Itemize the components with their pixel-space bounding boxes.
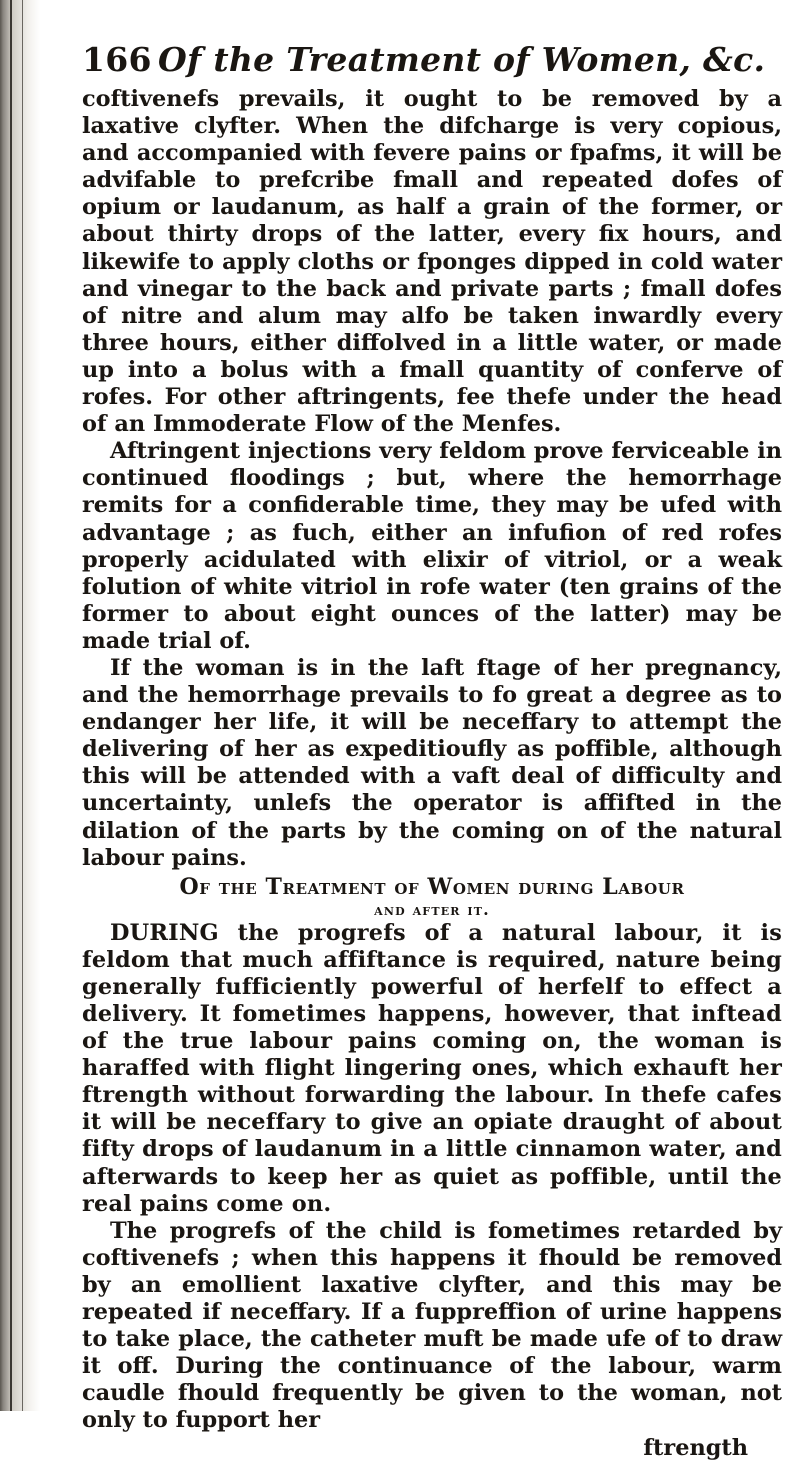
binding-edge-line [10,0,12,1411]
section-heading-subtitle: and after it. [374,899,490,919]
section-heading [82,874,782,920]
running-head [82,40,782,86]
binding-edge-line [22,0,23,1411]
paragraph: coftivenefs prevails, it ought to be removed by a laxative clyfter. When the difcharge is very copious, and accompanied with fevere pains or fpafms, it will be advifable to prefcribe fmall and repeated dofes of opium or laudanum, as half a grain of the former, or about thirty drops of the latter, every fix hours, and likewife to apply cloths or fponges dipped in cold water and vinegar to the back and private parts ; fmall dofes of nitre and alum may alfo be taken inwardly every three hours, either diffolved in a little water, or made up into a bolus with a fmall quantity of conferve of rofes. For other aftringents, fee thefe under the head of an Immoderate Flow of the Menfes. [82,86,782,438]
running-head-title: Of the Treatment of Women, &c. [158,40,766,79]
paragraph: DURING the progrefs of a natural labour, it is feldom that much affiftance is required, nature being generally fufficiently powerful of herfelf to effect a delivery. It fometimes happens, however, that inftead of the true labour pains coming on, the woman is haraffed with flight lingering ones, which exhauft her ftrength without forwarding the labour. In thefe cafes it will be neceffary to give an opiate draught of about fifty drops of laudanum in a little cinnamon water, and afterwards to keep her as quiet as poffible, until the real pains come on. [82,919,782,1217]
page-number: 166 [82,40,152,79]
body-text [82,86,782,1435]
paragraph: The progrefs of the child is fometimes retarded by coftivenefs ; when this happens it fhould be removed by an emollient laxative clyfter, and this may be repeated if neceffary. If a fuppreffion of urine happens to take place, the catheter muft be made ufe of to draw it off. During the continuance of the labour, warm caudle fhould frequently be given to the woman, not only to fupport her [82,1217,782,1434]
paragraph: If the woman is in the laft ftage of her pregnancy, and the hemorrhage prevails to fo great a degree as to endanger her life, it will be neceffary to attempt the delivering of her as expeditioufly as poffible, although this will be attended with a vaft deal of difficulty and uncertainty, unlefs the operator is affifted in the dilation of the parts by the coming on of the natural labour pains. [82,654,782,871]
paragraph: Aftringent injections very feldom prove ferviceable in continued floodings ; but, where the hemorrhage remits for a confiderable time, they may be ufed with advantage ; as fuch, either an infufion of red rofes properly acidulated with elixir of vitriol, or a weak folution of white vitriol in rofe water (ten grains of the former to about eight ounces of the latter) may be made trial of. [82,438,782,654]
book-page [82,40,782,1461]
section-heading-title: Of the Treatment of Women during Labour [179,873,685,900]
book-binding-shadow [0,0,40,1411]
catchword: ftrength [643,1434,748,1461]
